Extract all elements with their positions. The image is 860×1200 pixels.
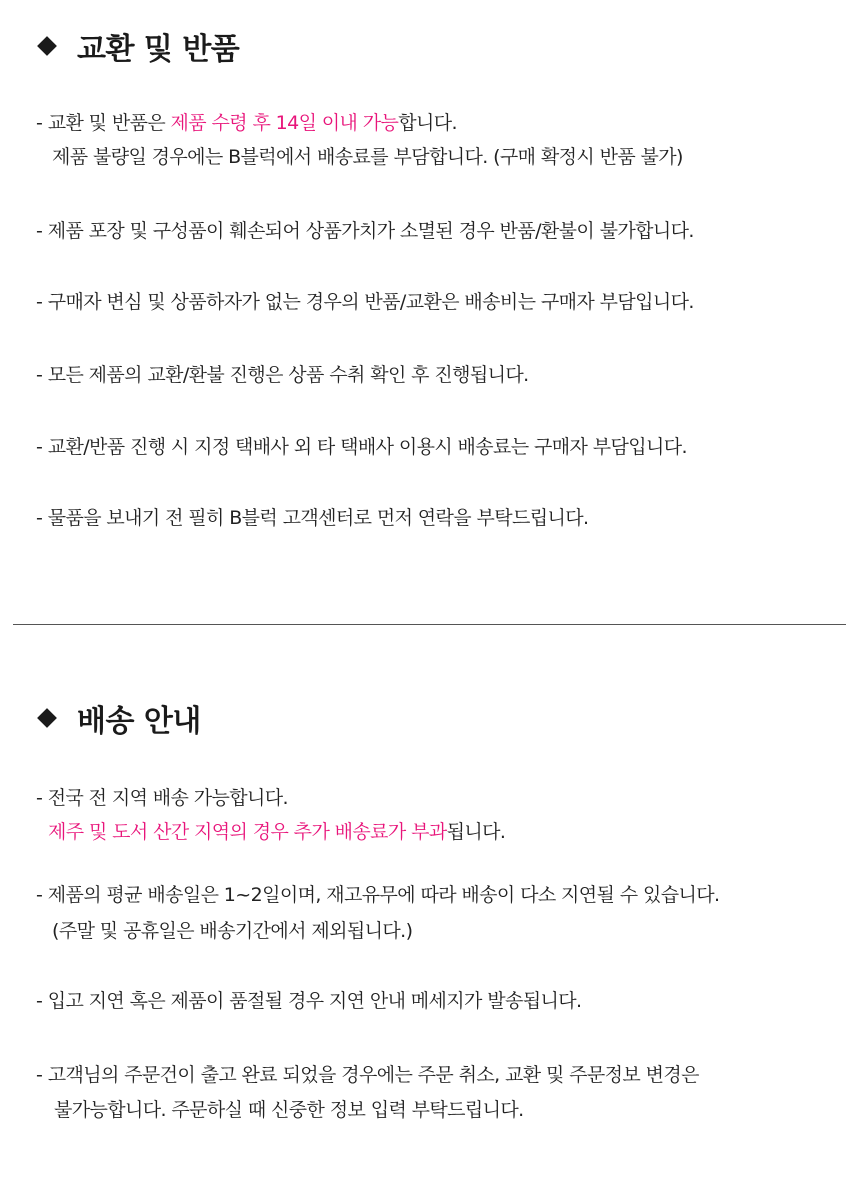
shipping-item-1: - 전국 전 지역 배송 가능합니다. [36, 787, 288, 809]
shipping-item-2: - 제품의 평균 배송일은 1~2일이며, 재고유무에 따라 배송이 다소 지연될 수 있습니다. [36, 884, 720, 906]
exchange-section-title: 교환 및 반품 [77, 32, 240, 67]
exchange-item-2: - 제품 포장 및 구성품이 훼손되어 상품가치가 소멸된 경우 반품/환불이 불가합니다. [36, 220, 694, 242]
exchange-item-4: - 모든 제품의 교환/환불 진행은 상품 수취 확인 후 진행됩니다. [36, 364, 529, 386]
exchange-item-3: - 구매자 변심 및 상품하자가 없는 경우의 반품/교환은 배송비는 구매자 부담입니다. [36, 291, 694, 313]
shipping-section-header [36, 698, 201, 738]
exchange-section-header [36, 26, 239, 66]
diamond-bullet-icon [37, 708, 57, 728]
shipping-item-2-line2: (주말 및 공휴일은 배송기간에서 제외됩니다.) [52, 920, 413, 942]
shipping-item-1-line2 [48, 819, 505, 845]
shipping-item-1-highlight: 제주 및 도서 산간 지역의 경우 추가 배송료가 부과 [48, 821, 447, 843]
exchange-item-1 [36, 110, 457, 136]
exchange-item-1-suffix: 합니다. [398, 112, 457, 134]
shipping-item-4: - 고객님의 주문건이 출고 완료 되었을 경우에는 주문 취소, 교환 및 주문정보 변경은 [36, 1064, 699, 1086]
exchange-item-1-highlight: 제품 수령 후 14일 이내 가능 [170, 112, 399, 134]
shipping-item-1-suffix: 됩니다. [446, 821, 506, 843]
section-divider [13, 624, 846, 625]
exchange-item-1-line2: 제품 불량일 경우에는 B블럭에서 배송료를 부담합니다. (구매 확정시 반품 불가) [52, 146, 683, 168]
exchange-item-1-prefix: - 교환 및 반품은 [36, 112, 171, 134]
diamond-bullet-icon [37, 36, 57, 56]
shipping-item-4-line2: 불가능합니다. 주문하실 때 신중한 정보 입력 부탁드립니다. [54, 1099, 524, 1121]
exchange-item-5: - 교환/반품 진행 시 지정 택배사 외 타 택배사 이용시 배송료는 구매자 부담입니다. [36, 436, 687, 458]
shipping-item-3: - 입고 지연 혹은 제품이 품절될 경우 지연 안내 메세지가 발송됩니다. [36, 990, 582, 1012]
shipping-section-title: 배송 안내 [77, 704, 201, 739]
exchange-item-6: - 물품을 보내기 전 필히 B블럭 고객센터로 먼저 연락을 부탁드립니다. [36, 507, 589, 529]
